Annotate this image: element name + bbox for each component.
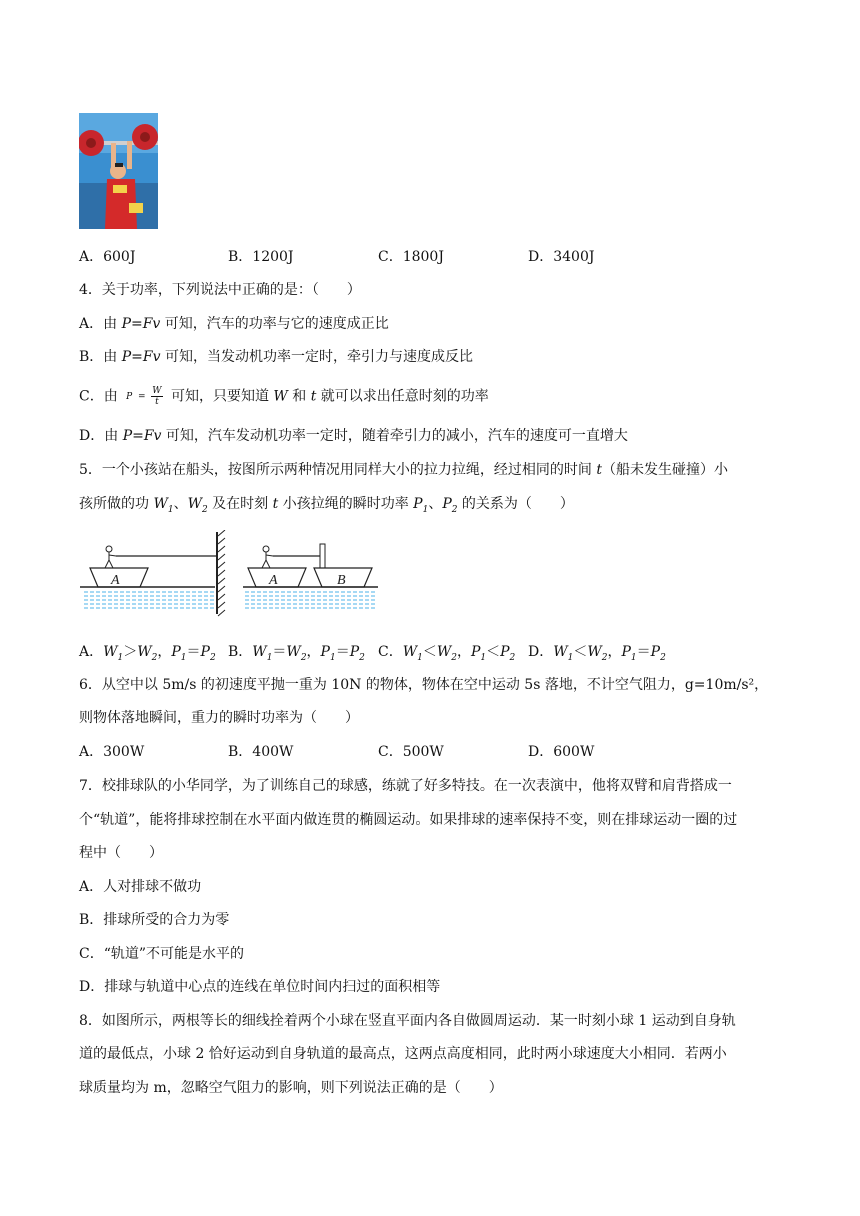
q4-option-b: B．由 P=Fv 可知，当发动机功率一定时，牵引力与速度成反比: [79, 349, 473, 365]
q3-option-c: C．1800J: [378, 249, 444, 265]
q3-option-a: A．600J: [79, 249, 136, 265]
q7-option-a: A．人对排球不做功: [79, 879, 202, 895]
q5-stem-line2: 孩所做的功 $W_1$、$W_2$ 及在时刻 t 小孩拉绳的瞬时功率 $P_1$、$P_2$ 的关系为（ ）: [79, 496, 574, 515]
q6-option-b: B．400W: [228, 744, 294, 760]
boat-a-label-left: A: [111, 573, 120, 588]
q4-option-a: A．由 P=Fv 可知，汽车的功率与它的速度成正比: [79, 316, 389, 332]
boat-a-label-right: A: [269, 573, 278, 588]
boat-b-label: B: [337, 573, 346, 588]
weightlifter-photo: [79, 113, 158, 229]
q7-option-d: D．排球与轨道中心点的连线在单位时间内扫过的面积相等: [79, 979, 441, 995]
q6-option-a: A．300W: [79, 744, 145, 760]
q6-stem-line1: 6．从空中以 5m/s 的初速度平抛一重为 10N 的物体，物体在空中运动 5s 落地，不计空气阻力，g=10m/s²，: [79, 677, 769, 693]
q7-stem-line3: 程中（ ）: [79, 845, 163, 861]
q5-option-b: B．$W_1=W_2$，$P_1=P_2$: [228, 644, 365, 663]
q5-stem-line1: 5．一个小孩站在船头，按图所示两种情况用同样大小的拉力拉绳，经过相同的时间 t（船未发生碰撞）小: [79, 462, 728, 478]
q3-option-d: D．3400J: [528, 249, 595, 265]
boat-wall-scene: [80, 530, 225, 616]
q6-stem-line2: 则物体落地瞬间，重力的瞬时功率为（ ）: [79, 710, 359, 726]
q7-stem-line2: 个“轨道”，能将排球控制在水平面内做连贯的椭圆运动。如果排球的速率保持不变，则在排球运动一圈的过: [79, 812, 738, 828]
q7-option-c: C．“轨道”不可能是水平的: [79, 946, 245, 962]
q8-stem-line3: 球质量均为 m，忽略空气阻力的影响，则下列说法正确的是（ ）: [79, 1080, 503, 1096]
q7-option-b: B．排球所受的合力为零: [79, 912, 230, 928]
q8-stem-line1: 8．如图所示，两根等长的细线拴着两个小球在竖直平面内各自做圆周运动．某一时刻小球 1 运动到自身轨: [79, 1013, 736, 1029]
q4-option-c: C．由 P = $\frac{W}{t}$ 可知，只要知道 W 和 t 就可以求出任意时刻的功率: [79, 386, 489, 407]
q4-stem: 4．关于功率，下列说法中正确的是：（ ）: [79, 282, 361, 298]
q5-option-a: A．$W_1>W_2$，$P_1=P_2$: [79, 644, 216, 663]
power-fraction-formula: P = $\frac{W}{t}$: [126, 386, 162, 407]
two-boats-scene: [243, 544, 378, 608]
q6-option-d: D．600W: [528, 744, 595, 760]
q7-stem-line1: 7．校排球队的小华同学，为了训练自己的球感，练就了好多特技。在一次表演中，他将双臂和肩背搭成一: [79, 778, 732, 794]
boat-pulling-diagram: [80, 530, 380, 620]
q4-option-d: D．由 P=Fv 可知，汽车发动机功率一定时，随着牵引力的减小，汽车的速度可一直增大: [79, 428, 628, 444]
q5-option-c: C．$W_1<W_2$，$P_1<P_2$: [378, 644, 516, 663]
q3-option-b: B．1200J: [228, 249, 294, 265]
q6-option-c: C．500W: [378, 744, 444, 760]
q5-option-d: D．$W_1<W_2$，$P_1=P_2$: [528, 644, 666, 663]
q8-stem-line2: 道的最低点，小球 2 恰好运动到自身轨道的最高点，这两点高度相同，此时两小球速度大小相同．若两小: [79, 1046, 727, 1062]
